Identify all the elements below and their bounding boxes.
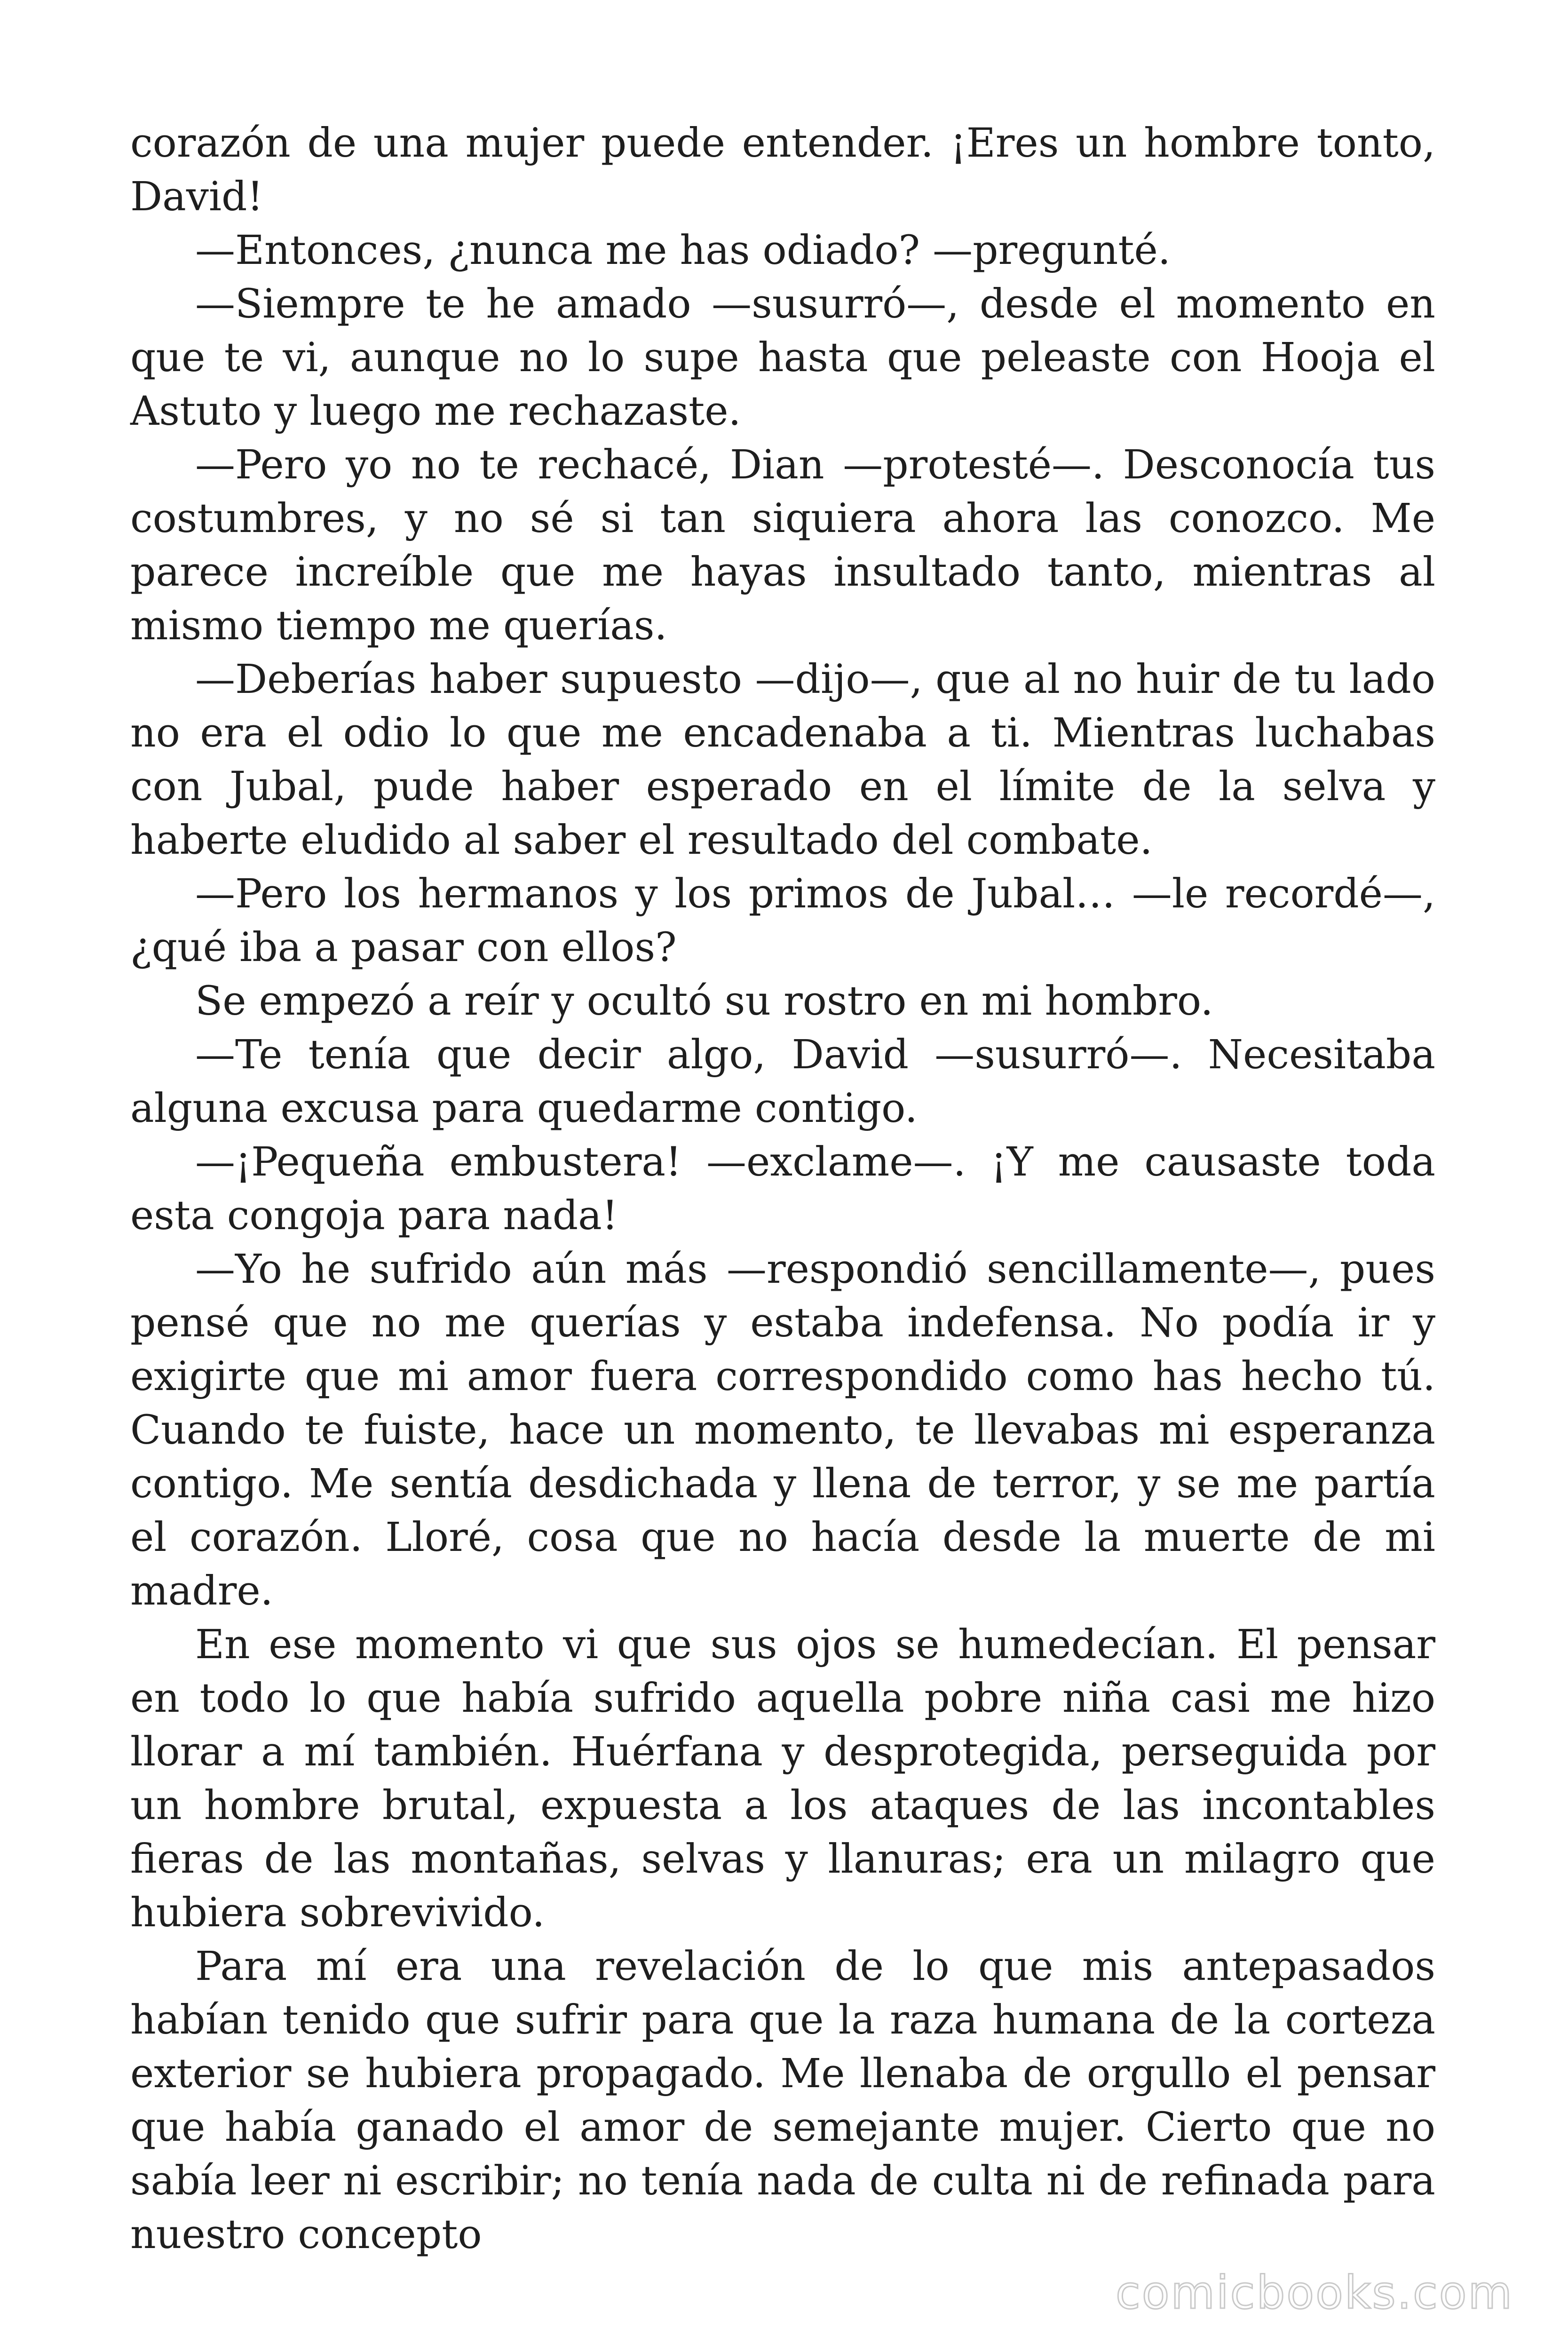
paragraph: —Pero yo no te rechacé, Dian —protesté—. Desconocía tus costumbres, y no sé si tan siquiera ahora las conozco. Me parece increíble que me hayas insultado tanto, mientras al mismo tiempo me querías.: [130, 442, 1435, 649]
paragraph: —Siempre te he amado —susurró—, desde el momento en que te vi, aunque no lo supe hasta que peleaste con Hooja el Astuto y luego me rechazaste.: [130, 281, 1435, 435]
body-text: [130, 117, 1435, 2262]
paragraph: Para mí era una revelación de lo que mis antepasados habían tenido que sufrir para que la raza humana de la corteza exterior se hubiera propagado. Me llenaba de orgullo el pensar que había ganado el amor de semejante mujer. Cierto que no sabía leer ni escribir; no tenía nada de culta ni de refinada para nuestro concepto: [130, 1943, 1435, 2258]
paragraph: —Pero los hermanos y los primos de Jubal… —le recordé—, ¿qué iba a pasar con ellos?: [130, 871, 1435, 971]
paragraph: —Deberías haber supuesto —dijo—, que al no huir de tu lado no era el odio lo que me encadenaba a ti. Mientras luchabas con Jubal, pude haber esperado en el límite de la selva y haberte eludido al saber el resultado del combate.: [130, 656, 1435, 864]
paragraph: —Yo he sufrido aún más —respondió sencillamente—, pues pensé que no me querías y estaba indefensa. No podía ir y exigirte que mi amor fuera correspondido como has hecho tú. Cuando te fuiste, hace un momento, te llevabas mi esperanza contigo. Me sentía desdichada y llena de terror, y se me partía el corazón. Lloré, cosa que no hacía desde la muerte de mi madre.: [130, 1246, 1435, 1614]
paragraph: En ese momento vi que sus ojos se humedecían. El pensar en todo lo que había sufrido aquella pobre niña casi me hizo llorar a mí también. Huérfana y desprotegida, perseguida por un hombre brutal, expuesta a los ataques de las incontables fieras de las montañas, selvas y llanuras; era un milagro que hubiera sobrevivido.: [130, 1621, 1435, 1936]
paragraph: —Entonces, ¿nunca me has odiado? —pregunté.: [195, 227, 1171, 274]
paragraph: corazón de una mujer puede entender. ¡Eres un hombre tonto, David!: [130, 120, 1435, 220]
paragraph: —Te tenía que decir algo, David —susurró—. Necesitaba alguna excusa para quedarme contigo.: [130, 1032, 1435, 1132]
paragraph: —¡Pequeña embustera! —exclame—. ¡Y me causaste toda esta congoja para nada!: [130, 1139, 1435, 1239]
paragraph: Se empezó a reír y ocultó su rostro en mi hombro.: [195, 978, 1213, 1025]
watermark: comicbooks.com: [1115, 2266, 1513, 2319]
